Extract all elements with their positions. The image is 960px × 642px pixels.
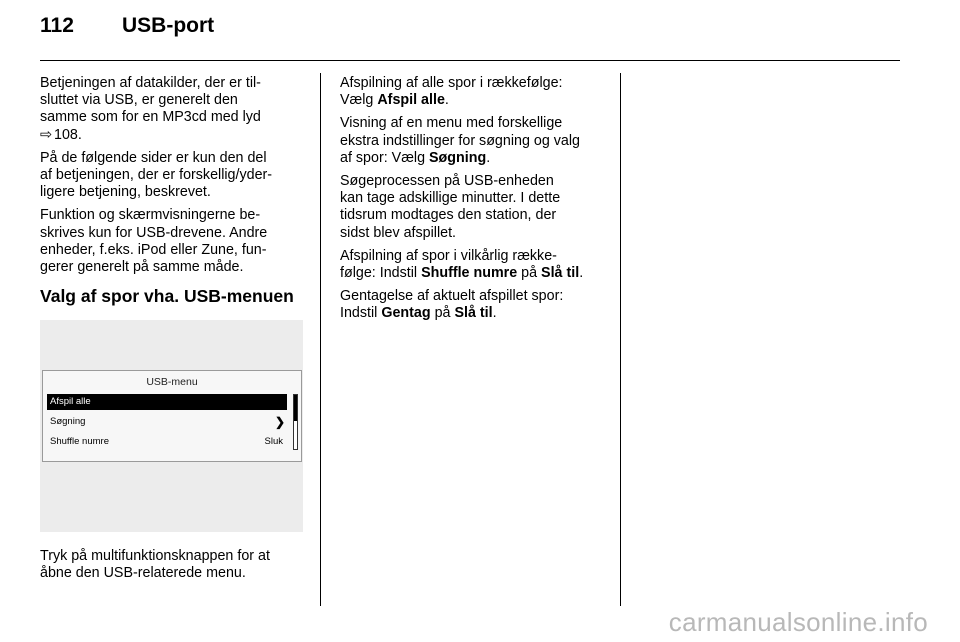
text-run: på <box>430 305 455 322</box>
menu-scrollbar[interactable] <box>293 394 298 450</box>
menu-item-afspil-alle[interactable] <box>47 394 287 410</box>
menu-term-slaa-til: Slå til <box>454 305 493 322</box>
text-line <box>340 150 606 167</box>
subheading: Valg af spor vha. USB-menuen <box>40 286 294 307</box>
text-line: Gentagelse af aktuelt afspillet spor: <box>340 288 564 305</box>
menu-term-soegning: Søgning <box>429 149 487 166</box>
text-line: Afspilning af alle spor i rækkefølge: <box>340 75 563 91</box>
text-run: Vælg <box>340 92 378 109</box>
menu-term-slaa-til: Slå til <box>541 265 580 282</box>
left-column <box>40 75 306 589</box>
column-divider-1 <box>320 73 321 606</box>
section-title: USB-port <box>122 14 215 37</box>
play-all-paragraph <box>340 75 606 109</box>
menu-item-label: Afspil alle <box>50 396 91 408</box>
usb-menu-screen <box>42 370 302 462</box>
text-line: Funktion og skærmvisningerne be- <box>40 207 261 224</box>
text-run: af spor: Vælg <box>340 149 429 166</box>
text-line: tidsrum modtages den station, der <box>340 207 557 224</box>
text-line: samme som for en MP3cd med lyd <box>40 109 261 126</box>
text-line: ekstra indstillinger for søgning og valg <box>340 132 580 149</box>
text-line: På de følgende sider er kun den del <box>40 149 267 166</box>
menu-item-value: Sluk <box>264 436 283 448</box>
text-run: . <box>444 92 449 109</box>
reference-page: 108. <box>54 126 82 143</box>
text-line: af betjeningen, der er forskellig/yder- <box>40 167 273 184</box>
text-line: Visning af en menu med forskellige <box>340 115 563 132</box>
shuffle-paragraph <box>340 248 606 282</box>
chevron-right-icon: ❯ <box>274 415 285 430</box>
text-line <box>340 92 606 109</box>
intro-paragraph <box>40 75 306 144</box>
text-line: Betjeningen af datakilder, der er til- <box>40 75 261 91</box>
watermark: carmanualsonline.info <box>668 607 928 637</box>
figure-caption <box>40 548 306 582</box>
text-line <box>340 265 606 282</box>
scope-paragraph <box>40 150 306 202</box>
text-run: Indstil <box>340 305 382 322</box>
menu-term-shuffle-numre: Shuffle numre <box>421 265 518 282</box>
header-rule <box>40 60 900 61</box>
repeat-paragraph <box>340 288 606 322</box>
text-line: skrives kun for USB-drevene. Andre <box>40 224 268 241</box>
text-line: gerer generelt på samme måde. <box>40 259 244 276</box>
text-run: på <box>517 265 542 282</box>
text-line: sluttet via USB, er generelt den <box>40 92 238 109</box>
scrollbar-thumb[interactable] <box>294 395 297 421</box>
text-line: ligere betjening, beskrevet. <box>40 184 211 201</box>
search-paragraph <box>340 115 606 167</box>
text-line: åbne den USB-relaterede menu. <box>40 565 246 582</box>
text-run: . <box>492 305 497 322</box>
text-run: følge: Indstil <box>340 265 422 282</box>
page-number: 112 <box>40 14 74 37</box>
page-header <box>40 14 214 54</box>
text-line <box>340 305 606 322</box>
menu-item-label: Shuffle numre <box>50 436 109 448</box>
page-reference[interactable] <box>40 127 306 144</box>
text-line: Afspilning af spor i vilkårlig række- <box>340 247 557 264</box>
column-divider-2 <box>620 73 621 606</box>
usb-menu-figure <box>40 320 303 532</box>
text-line: sidst blev afspillet. <box>340 224 457 241</box>
menu-term-afspil-alle: Afspil alle <box>377 92 445 109</box>
devices-paragraph <box>40 207 306 276</box>
reference-arrow-icon: ⇨ <box>40 126 52 143</box>
text-line: Søgeprocessen på USB-enheden <box>340 173 554 190</box>
text-run: . <box>579 265 584 282</box>
middle-column <box>340 75 606 329</box>
menu-term-gentag: Gentag <box>381 305 431 322</box>
menu-title: USB-menu <box>146 376 198 389</box>
text-line: Tryk på multifunktionsknappen for at <box>40 548 270 565</box>
text-line: kan tage adskillige minutter. I dette <box>340 190 561 207</box>
menu-item-soegning[interactable] <box>47 414 287 430</box>
menu-item-shuffle-numre[interactable] <box>47 434 287 450</box>
menu-item-label: Søgning <box>50 416 86 428</box>
text-run: . <box>486 149 491 166</box>
text-line: enheder, f.eks. iPod eller Zune, fun- <box>40 241 267 258</box>
search-time-paragraph <box>340 173 606 242</box>
